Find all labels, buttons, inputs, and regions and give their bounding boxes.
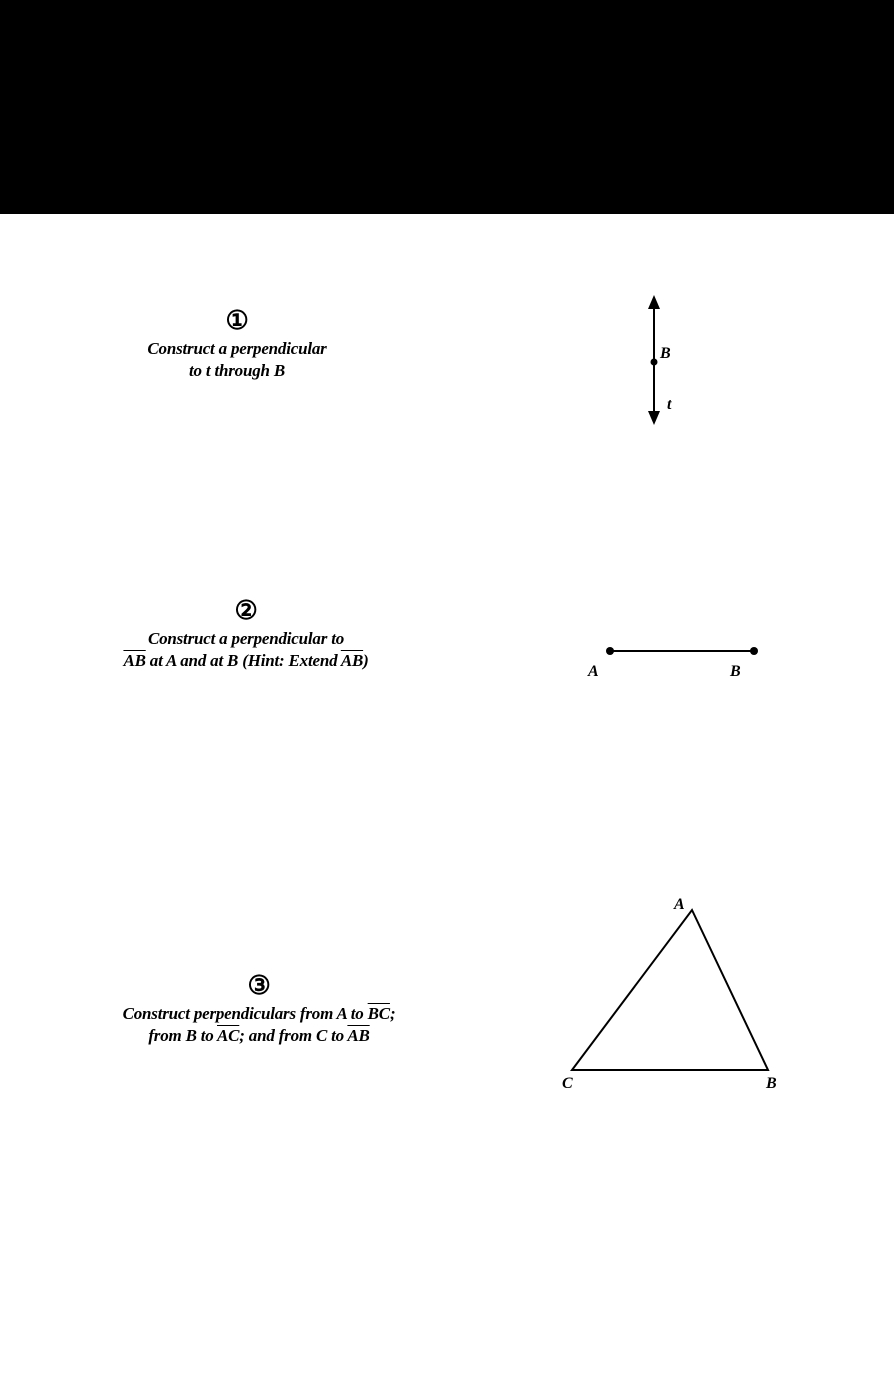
label-a: A xyxy=(588,663,599,680)
text-run: Construct perpendiculars from A to xyxy=(122,1004,368,1023)
triangle-abc xyxy=(572,910,768,1070)
label-b: B xyxy=(766,1075,777,1092)
text-run: Construct a perpendicular xyxy=(147,339,327,358)
arrow-up-icon xyxy=(648,295,660,309)
label-c: C xyxy=(562,1075,573,1092)
problem-3-number: ③ xyxy=(247,971,271,1000)
point-a xyxy=(606,647,614,655)
figure-1-vertical-line xyxy=(600,285,720,435)
problem-2-line-1 xyxy=(56,628,436,650)
text-run: from B to xyxy=(148,1026,217,1045)
text-run: to t through B xyxy=(189,361,285,380)
segment-name: $\overline{BC}$ xyxy=(367,1004,390,1023)
problem-1-text xyxy=(47,306,427,382)
text-run: ; and from C to xyxy=(239,1026,348,1045)
point-b xyxy=(750,647,758,655)
problem-1-number: ① xyxy=(225,306,249,335)
label-a: A xyxy=(674,896,685,913)
label-b: B xyxy=(730,663,741,680)
problem-2-number: ② xyxy=(234,596,258,625)
label-t: t xyxy=(667,396,672,413)
arrow-down-icon xyxy=(648,411,660,425)
segment-name: $\overline{AB}$ xyxy=(347,1026,370,1045)
problem-3-line-1 xyxy=(69,1003,449,1025)
text-run: ; xyxy=(389,1004,396,1023)
segment-name: $\overline{AB}$ xyxy=(123,651,146,670)
point-b xyxy=(651,359,658,366)
text-run: at A and at B (Hint: Extend xyxy=(145,651,341,670)
problem-2-text xyxy=(56,596,436,672)
problem-1-line-2 xyxy=(47,360,427,382)
text-run: Construct a perpendicular to xyxy=(147,629,345,648)
problem-2-line-2 xyxy=(56,650,436,672)
problem-3-text xyxy=(69,971,449,1047)
problem-1-line-1 xyxy=(47,338,427,360)
problem-3-line-2 xyxy=(69,1025,449,1047)
segment-name: $\overline{AB}$ xyxy=(340,651,364,670)
black-header-band xyxy=(0,0,894,214)
text-run: ) xyxy=(363,651,369,670)
figure-2-segment-ab xyxy=(570,630,790,690)
figure-3-triangle-abc xyxy=(550,890,800,1100)
segment-name: $\overline{AC}$ xyxy=(217,1026,240,1045)
label-b: B xyxy=(660,345,671,362)
